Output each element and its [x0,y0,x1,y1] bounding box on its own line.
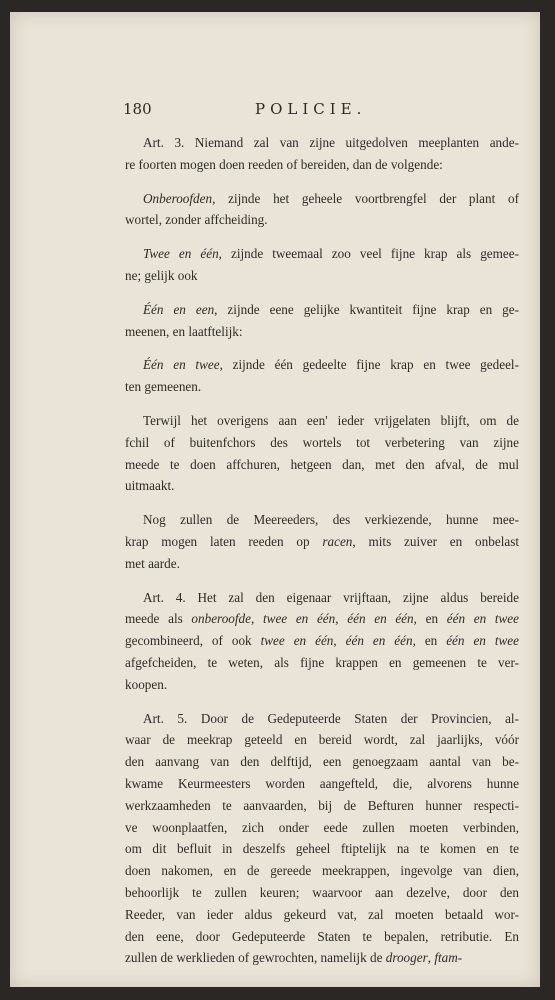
text-line [125,432,519,454]
text-run: , [333,633,346,649]
italic-run: twee en één [260,633,334,649]
italic-run: één en één [345,633,413,649]
text-line [125,630,519,652]
page-header [123,100,523,122]
text-run: doen nakomen, en de gereede meekrappen, ingevolge van dien, [125,863,519,879]
text-run: , [427,950,435,966]
italic-run: ftam- [434,950,463,966]
paragraph [125,132,519,176]
text-line [125,773,519,795]
text-run: krap mogen laten reeden op [125,533,323,549]
text-line [125,553,519,575]
paragraph [125,299,519,343]
text-run: , en [413,611,447,627]
book-page [10,12,540,987]
text-line [125,947,519,969]
text-run: zullen de werklieden of gewrochten, namelijk de [125,950,386,966]
text-line [125,729,519,751]
text-line [125,531,519,553]
text-line [125,209,519,231]
text-run: , zijnde het geheele voortbrengfel der plant of [212,190,519,206]
text-run: wortel, zonder affcheiding. [125,212,268,228]
text-run: fchil of buitenfchors des wortels tot verbetering van zijne [125,434,519,450]
text-run: , [251,611,263,627]
paragraph [125,188,519,232]
text-run: ve woonplaatfen, zich onder eede zullen moeten verbinden, [125,819,519,835]
text-run: , zijnde één gedeelte fijne krap en twee gedeel- [219,357,519,373]
text-run: , zijnde tweemaal zoo veel fijne krap als gemee- [218,246,519,262]
text-run: , zijnde eene gelijke kwantiteit fijne krap en ge- [214,301,520,317]
text-run: met aarde. [125,555,180,571]
text-run: behoorlijk te zullen keuren; waarvoor aan dezelve, door den [125,884,519,900]
text-run: werkzaamheden te aanvaarden, bij de Befturen hunner respecti- [125,797,519,813]
text-line [125,299,519,321]
text-line [125,817,519,839]
text-run: , [335,611,348,627]
paragraph [125,587,519,696]
text-run: Nog zullen de Meereeders, des verkiezende, hunne mee- [143,512,519,528]
text-line [125,265,519,287]
text-line [125,708,519,730]
running-head: POLICIE. [255,100,367,118]
italic-run: onberoofde [191,611,251,627]
paragraph [125,243,519,287]
text-line [125,154,519,176]
text-run: kwame Keurmeesters worden aangefteld, die, alvorens hunne [125,775,519,791]
italic-run: Één en een [143,301,215,317]
text-run: koopen. [125,676,168,692]
italic-run: racen [322,533,353,549]
text-line [125,475,519,497]
text-run: ne; gelijk ook [125,267,198,283]
text-run: gecombineerd, of ook [125,633,261,649]
text-line [125,882,519,904]
text-run: meede te doen affchuren, hetgeen dan, met den afval, de mul [125,456,519,472]
italic-run: één en twee [446,611,520,627]
text-line [125,795,519,817]
text-line [125,376,519,398]
text-run: meenen, en laatftelijk: [125,323,243,339]
page-number: 180 [123,100,152,118]
paragraph [125,708,519,970]
text-run: den aanvang van den delftijd, een genoegzaam aantal van be- [125,754,519,770]
text-run: den eene, door Gedeputeerde Staten te bepalen, retributie. En [125,928,519,944]
text-line [125,838,519,860]
text-line [125,860,519,882]
paragraph [125,509,519,574]
text-run: uitmaakt. [125,478,175,494]
text-line [125,243,519,265]
text-run: Terwijl het overigens aan een' ieder vrijgelaten blijft, om de [143,412,519,428]
text-line [125,188,519,210]
text-run: waar de meekrap geteeld en bereid wordt, zal jaarlijks, vóór [125,732,519,748]
italic-run: Twee en één [143,246,219,262]
text-line [125,132,519,154]
text-run: , mits zuiver en onbelast [352,533,520,549]
text-line [125,926,519,948]
text-line [125,751,519,773]
text-run: Art. 4. Het zal den eigenaar vrijftaan, zijne aldus bereide [143,589,519,605]
italic-run: één en twee [446,633,519,649]
text-line [125,674,519,696]
text-run: , en [412,633,447,649]
text-run: re foorten mogen doen reeden of bereiden, dan de volgende: [125,156,443,172]
text-run: Reeder, van ieder aldus gekeurd vat, zal moeten betaald wor- [125,906,519,922]
text-line [125,354,519,376]
paragraph [125,410,519,497]
text-line [125,454,519,476]
italic-run: twee en één [262,611,336,627]
text-line [125,904,519,926]
italic-run: drooger [385,950,428,966]
text-line [125,608,519,630]
text-line [125,509,519,531]
text-run: om dit befluit in deszelfs geheel ftiptelijk na te komen en te [125,841,519,857]
text-line [125,410,519,432]
text-run: ten gemeenen. [125,379,202,395]
text-line [125,321,519,343]
body-text [125,132,519,981]
text-line [125,652,519,674]
paragraph [125,354,519,398]
text-run: Art. 5. Door de Gedeputeerde Staten der Provincien, al- [143,710,519,726]
italic-run: Één en twee [143,357,220,373]
text-run: meede als [125,611,192,627]
italic-run: één en één [347,611,414,627]
text-run: afgefcheiden, te weten, als fijne krappen en gemeenen te ver- [125,654,519,670]
text-run: Art. 3. Niemand zal van zijne uitgedolven meeplanten ande- [143,135,519,150]
text-line [125,587,519,609]
italic-run: Onberoofden [143,190,213,206]
